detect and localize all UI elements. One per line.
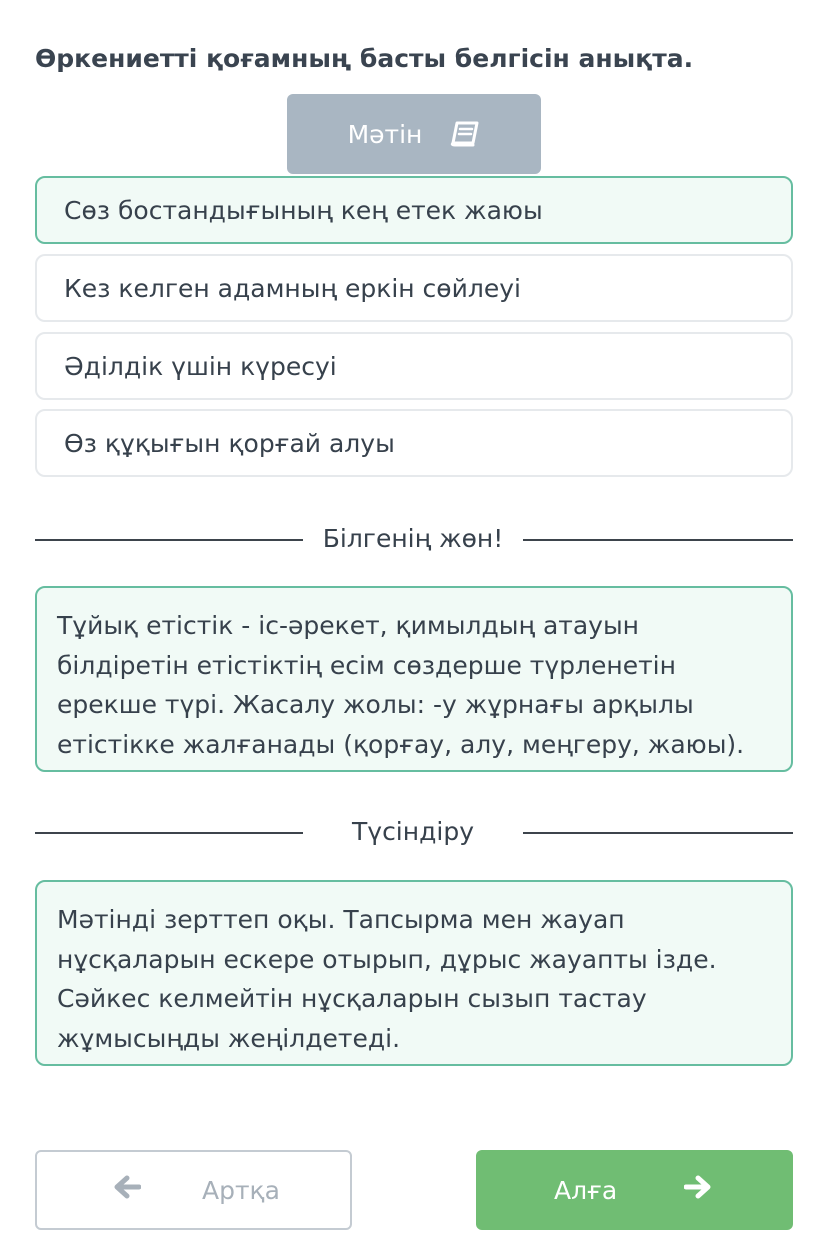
answer-option-2[interactable] bbox=[35, 254, 793, 322]
next-button[interactable] bbox=[476, 1150, 793, 1230]
divider-line bbox=[523, 832, 793, 834]
back-button-label: Артқа bbox=[202, 1175, 280, 1205]
arrow-left-icon bbox=[113, 1174, 141, 1206]
arrow-right-icon bbox=[684, 1174, 712, 1206]
know-section-box bbox=[35, 586, 793, 772]
explain-section-box bbox=[35, 880, 793, 1066]
divider-line bbox=[35, 832, 303, 834]
know-section-title: Білгенің жөн! bbox=[322, 524, 504, 553]
answer-option-label: Кез келген адамның еркін сөйлеуі bbox=[64, 273, 521, 303]
question-title: Өркениетті қоғамның басты белгісін анықта. bbox=[35, 44, 694, 73]
answer-option-label: Сөз бостандығының кең етек жаюы bbox=[64, 195, 543, 225]
answer-option-1[interactable] bbox=[35, 176, 793, 244]
answer-option-label: Өз құқығын қорғай алуы bbox=[64, 428, 395, 458]
divider-line bbox=[35, 539, 303, 541]
book-icon bbox=[450, 121, 480, 147]
text-button-label: Мәтін bbox=[347, 119, 423, 149]
answer-option-label: Әділдік үшін күресуі bbox=[64, 351, 337, 381]
answer-option-3[interactable] bbox=[35, 332, 793, 400]
know-section-text: Тұйық етістік - іс-әрекет, қимылдың атауын білдіретін етістіктің есім сөздерше түрленетін ерекше түрі. Жасалу жолы: -у жұрнағы арқылы етістікке жалғанады (қорғау, алу, меңгеру, жаюы). bbox=[57, 611, 745, 759]
next-button-label: Алға bbox=[554, 1175, 618, 1205]
explain-section-title: Түсіндіру bbox=[352, 817, 474, 846]
explain-section-header bbox=[35, 817, 793, 847]
back-button[interactable] bbox=[35, 1150, 352, 1230]
answer-option-4[interactable] bbox=[35, 409, 793, 477]
divider-line bbox=[523, 539, 793, 541]
know-section-header bbox=[35, 524, 793, 554]
text-button[interactable] bbox=[287, 94, 541, 174]
explain-section-text: Мәтінді зерттеп оқы. Тапсырма мен жауап нұсқаларын ескере отырып, дұрыс жауапты ізде. Сәйкес келмейтін нұсқаларын сызып тастау жұмысыңды жеңілдетеді. bbox=[57, 905, 717, 1053]
